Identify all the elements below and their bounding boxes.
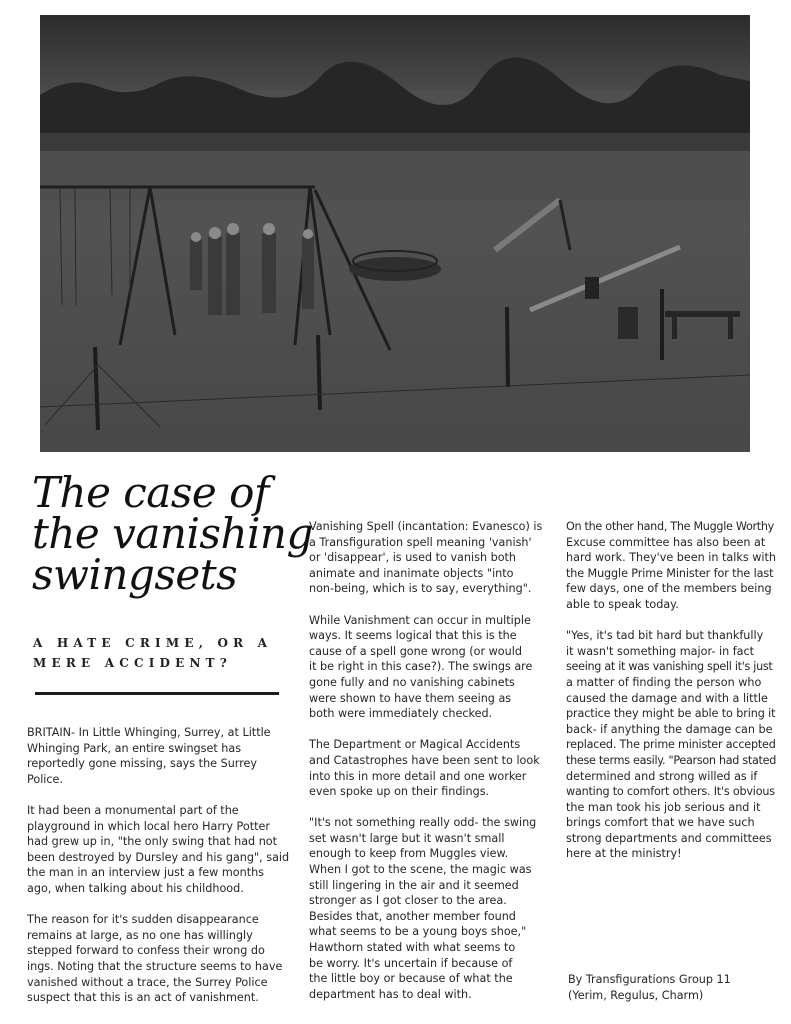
playground-photo bbox=[40, 15, 750, 452]
article-paragraph bbox=[309, 613, 549, 722]
text-line: The reason for it's sudden disappearance bbox=[27, 913, 259, 927]
article-paragraph bbox=[309, 815, 549, 1002]
text-line: stronger as I got closer to the area. bbox=[309, 894, 507, 908]
text-line: hard work. They've been in talks with bbox=[566, 551, 776, 565]
text-line: determined and strong willed as if bbox=[566, 769, 758, 783]
article-subtitle bbox=[33, 633, 283, 673]
text-line: Vanishing Spell (incantation: Evanesco) is bbox=[309, 520, 543, 533]
title-line: The case of bbox=[32, 468, 269, 517]
text-line: these terms easily. "Pearson had stated bbox=[566, 753, 776, 767]
text-line: into this in more detail and one worker bbox=[309, 769, 527, 783]
text-line: here at the ministry! bbox=[566, 847, 682, 861]
text-line: The Department or Magical Accidents bbox=[309, 738, 521, 752]
text-line: were shown to have them seeing as bbox=[309, 691, 512, 705]
text-line: the man in an interview just a few months bbox=[27, 866, 265, 880]
text-line: Hawthorn stated with what seems to bbox=[309, 941, 516, 955]
text-line: caused the damage and with a little bbox=[566, 691, 768, 705]
article-column-2 bbox=[309, 519, 549, 1018]
text-line: both were immediately checked. bbox=[309, 707, 493, 721]
text-line: It had been a monumental part of the bbox=[27, 803, 239, 817]
text-line: Excuse committee has also been at bbox=[566, 535, 766, 549]
byline-line: (Yerim, Regulus, Charm) bbox=[568, 988, 704, 1002]
text-line: ings. Noting that the structure seems to have bbox=[27, 959, 283, 973]
text-line: enough to keep from Muggles view. bbox=[309, 847, 509, 861]
article-paragraph bbox=[27, 803, 289, 897]
text-line: Whinging Park, an entire swingset has bbox=[27, 741, 242, 755]
text-line: set wasn't large but it wasn't small bbox=[309, 831, 505, 845]
text-line: the man took his job serious and it bbox=[566, 800, 761, 814]
text-line: stepped forward to confess their wrong do bbox=[27, 944, 265, 958]
text-line: When I got to the scene, the magic was bbox=[309, 863, 532, 877]
text-line: "Yes, it's tad bit hard but thankfully bbox=[566, 629, 764, 643]
title-line: swingsets bbox=[32, 550, 238, 599]
text-line: Police. bbox=[27, 772, 63, 786]
article-paragraph bbox=[309, 519, 549, 597]
text-line: BRITAIN- In Little Whinging, Surrey, at Little bbox=[27, 726, 271, 739]
text-line: still lingering in the air and it seemed bbox=[309, 878, 519, 892]
text-line: playground in which local hero Harry Potter bbox=[27, 819, 270, 833]
article-paragraph bbox=[27, 912, 289, 1006]
text-line: remains at large, as no one has willingly bbox=[27, 928, 253, 942]
text-line: the Muggle Prime Minister for the last bbox=[566, 566, 774, 580]
text-line: wanting to comfort others. It's obvious bbox=[566, 785, 775, 799]
text-line: ago, when talking about his childhood. bbox=[27, 881, 244, 895]
text-line: replaced. The prime minister accepted bbox=[566, 738, 776, 752]
text-line: animate and inanimate objects "into bbox=[309, 566, 514, 580]
text-line: back- if anything the damage can be bbox=[566, 722, 773, 736]
text-line: ways. It seems logical that this is the bbox=[309, 629, 517, 643]
article-paragraph bbox=[309, 737, 549, 799]
text-line: been destroyed by Dursley and his gang", said bbox=[27, 850, 290, 864]
title-line: the vanishing bbox=[32, 509, 313, 558]
article-column-1 bbox=[27, 725, 289, 1021]
text-line: even spoke up on their findings. bbox=[309, 785, 490, 799]
text-line: cause of a spell gone wrong (or would bbox=[309, 644, 522, 658]
text-line: gone fully and no vanishing cabinets bbox=[309, 675, 515, 689]
text-line: strong departments and committees bbox=[566, 831, 772, 845]
byline-line: By Transfigurations Group 11 bbox=[568, 973, 731, 986]
text-line: brings comfort that we have such bbox=[566, 816, 755, 830]
article-title bbox=[32, 468, 313, 599]
article-byline bbox=[568, 972, 778, 1003]
text-line: had grew up in, "the only swing that had not bbox=[27, 835, 278, 849]
text-line: what seems to be a young boys shoe," bbox=[309, 925, 527, 939]
text-line: be worry. It's uncertain if because of bbox=[309, 956, 513, 970]
text-line: Besides that, another member found bbox=[309, 909, 516, 923]
text-line: it be right in this case?). The swings are bbox=[309, 660, 533, 674]
text-line: "It's not something really odd- the swing bbox=[309, 816, 537, 830]
article-paragraph bbox=[566, 519, 776, 613]
subtitle-line: MERE ACCIDENT? bbox=[33, 656, 233, 670]
text-line: suspect that this is an act of vanishment. bbox=[27, 991, 259, 1005]
article-paragraph bbox=[27, 725, 289, 787]
text-line: reportedly gone missing, says the Surrey bbox=[27, 757, 258, 771]
text-line: and Catastrophes have been sent to look bbox=[309, 753, 540, 767]
text-line: While Vanishment can occur in multiple bbox=[309, 613, 531, 627]
text-line: practice they might be able to bring it bbox=[566, 707, 776, 721]
text-line: seeing at it was vanishing spell it's just bbox=[566, 660, 773, 674]
text-line: a matter of finding the person who bbox=[566, 675, 762, 689]
article-column-3 bbox=[566, 519, 776, 878]
text-line: a Transfiguration spell meaning 'vanish' bbox=[309, 535, 532, 549]
text-line: it wasn't something major- in fact bbox=[566, 644, 755, 658]
text-line: vanished without a trace, the Surrey Police bbox=[27, 975, 268, 989]
article-paragraph bbox=[566, 628, 776, 862]
text-line: department has to deal with. bbox=[309, 987, 472, 1001]
text-line: or 'disappear', is used to vanish both bbox=[309, 551, 517, 565]
text-line: few days, one of the members being bbox=[566, 582, 772, 596]
text-line: able to speak today. bbox=[566, 597, 679, 611]
text-line: On the other hand, The Muggle Worthy bbox=[566, 520, 774, 533]
divider-rule bbox=[35, 692, 279, 695]
subtitle-line: A HATE CRIME, OR A bbox=[33, 636, 273, 650]
text-line: non-being, which is to say, everything". bbox=[309, 582, 532, 596]
text-line: the little boy or because of what the bbox=[309, 972, 513, 986]
